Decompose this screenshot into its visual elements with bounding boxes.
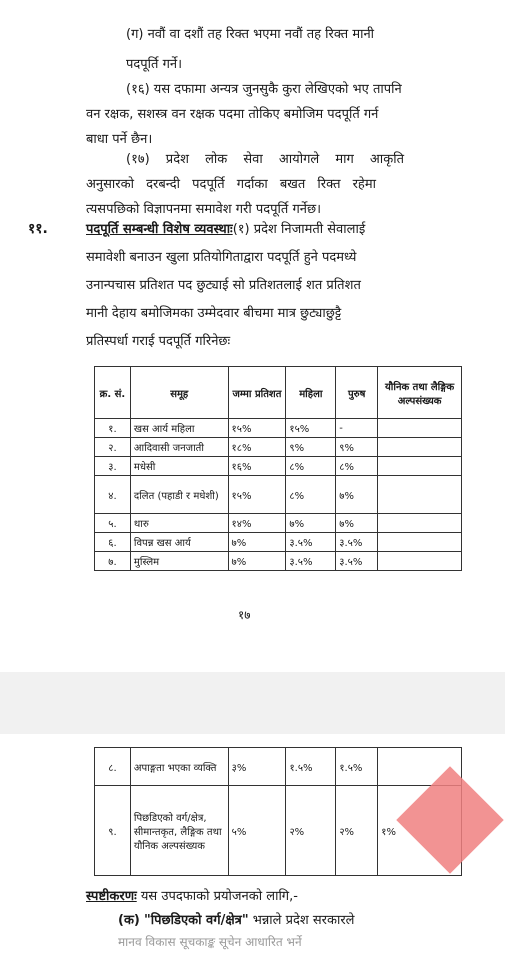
cell-sexual [378, 419, 462, 438]
cell-sn: ७. [95, 552, 131, 571]
explanation-ka-quote: "पिछडिएको वर्ग/क्षेत्र" [144, 913, 249, 928]
table-row [95, 419, 462, 438]
table-row [95, 476, 462, 514]
cell-sn: ४. [95, 476, 131, 514]
section-11-line-4: मानी देहाय बमोजिमका उम्मेदवार बीचमा मात्र छुट्याछुट्टै [86, 306, 342, 321]
header-female: महिला [286, 367, 336, 419]
cell-total: १५% [228, 476, 286, 514]
explanation-text: यस उपदफाको प्रयोजनको लागि,- [136, 889, 298, 904]
cut-off-line: मानव विकास सूचकाङ्क सूचेन आधारित भर्ने [118, 935, 302, 949]
section-11-line-2: समावेशी बनाउन खुला प्रतियोगिताद्वारा पदपूर्ति हुने पदमध्ये [86, 250, 357, 265]
cell-group: आदिवासी जनजाती [130, 438, 228, 457]
para-ga [126, 22, 442, 77]
cell-total: १४% [228, 514, 286, 533]
cell-female: १५% [286, 419, 336, 438]
cell-sn: ६. [95, 533, 131, 552]
header-group: समूह [130, 367, 228, 419]
cell-sn: २. [95, 438, 131, 457]
cell-female: ७% [286, 514, 336, 533]
explanation-ka [118, 908, 354, 933]
section-11-title: पदपूर्ति सम्बन्धी विशेष व्यवस्थाः [86, 222, 233, 237]
reservation-table [94, 366, 462, 571]
cell-sexual [378, 533, 462, 552]
cell-male: ७% [336, 476, 378, 514]
section-11-line-5: प्रतिस्पर्धा गराई पदपूर्ति गरिनेछः [86, 334, 231, 349]
cell-total: ७% [228, 552, 286, 571]
header-total: जम्मा प्रतिशत [228, 367, 286, 419]
cell-female: ८% [286, 476, 336, 514]
cell-group: थारु [130, 514, 228, 533]
header-sn: क्र. सं. [95, 367, 131, 419]
explanation-ka-number: (क) [118, 913, 140, 928]
header-sexual-minority: यौनिक तथा लैङ्गिक अल्पसंख्यक [378, 367, 462, 419]
cell-male: ९% [336, 438, 378, 457]
para-17-line-3: त्यसपछिको विज्ञापनमा समावेश गरी पदपूर्ति गर्नेछ। [86, 202, 322, 217]
para-ga-line-2: पदपूर्ति गर्ने। [126, 57, 183, 72]
cell-group: दलित (पहाडी र मधेशी) [130, 476, 228, 514]
cell-male: ७% [336, 514, 378, 533]
section-11-number: ११. [28, 221, 48, 237]
section-11 [86, 217, 456, 354]
cell-sexual [378, 514, 462, 533]
section-11-line-3: उनान्पचास प्रतिशत पद छुट्याई सो प्रतिशतलाई शत प्रतिशत [86, 278, 361, 293]
cell-total: ७% [228, 533, 286, 552]
cell-male: ३.५% [336, 552, 378, 571]
cell-total: १८% [228, 438, 286, 457]
cell-group: अपाङ्गता भएका व्यक्ति [130, 748, 228, 786]
cell-total: ३% [228, 748, 286, 786]
para-17-line-1: (१७) प्रदेश लोक सेवा आयोगले माग आकृति [126, 152, 404, 167]
cell-total: ५% [228, 786, 286, 876]
table-row [95, 457, 462, 476]
cell-sn: ५. [95, 514, 131, 533]
cell-group: मधेसी [130, 457, 228, 476]
cell-sn: ३. [95, 457, 131, 476]
header-male: पुरुष [336, 367, 378, 419]
cell-sexual: १% [378, 786, 462, 876]
cell-sn: १. [95, 419, 131, 438]
table-row [95, 533, 462, 552]
cell-sn: ८. [95, 748, 131, 786]
cell-female: ९% [286, 438, 336, 457]
explanation-label: स्पष्टीकरणः [86, 889, 137, 904]
cell-sexual [378, 438, 462, 457]
cell-female: २% [286, 786, 336, 876]
page-gap [0, 672, 505, 734]
cell-group: खस आर्य महिला [130, 419, 228, 438]
cell-female: १.५% [286, 748, 336, 786]
cell-total: १६% [228, 457, 286, 476]
para-16 [86, 77, 442, 152]
cell-male: ८% [336, 457, 378, 476]
para-ga-line-1: (ग) नवौं वा दशौं तह रिक्त भएमा नवौं तह रिक्त मानी [126, 27, 375, 42]
cell-male: ३.५% [336, 533, 378, 552]
para-17-line-2: अनुसारको दरबन्दी पदपूर्ति गर्दाका बखत रिक्त रहेमा [86, 177, 376, 192]
table-row [95, 552, 462, 571]
cell-sexual [378, 552, 462, 571]
cell-group: विपन्न खस आर्य [130, 533, 228, 552]
cell-male: १.५% [336, 748, 378, 786]
table-row [95, 748, 462, 786]
cell-total: १५% [228, 419, 286, 438]
page-number: १७ [238, 608, 251, 622]
cell-female: ३.५% [286, 552, 336, 571]
explanation-line [86, 884, 298, 909]
table-row [95, 438, 462, 457]
cell-group: मुस्लिम [130, 552, 228, 571]
table-row [95, 514, 462, 533]
cell-sn: ९. [95, 786, 131, 876]
cell-male: २% [336, 786, 378, 876]
cell-sexual [378, 476, 462, 514]
cell-sexual [378, 457, 462, 476]
cell-female: ८% [286, 457, 336, 476]
cell-female: ३.५% [286, 533, 336, 552]
cell-group: पिछडिएको वर्ग/क्षेत्र, सीमान्तकृत, लैङ्गिक तथा यौनिक अल्पसंख्यक [130, 786, 228, 876]
para-17 [86, 147, 442, 222]
cell-male: - [336, 419, 378, 438]
section-11-line-1: (१) प्रदेश निजामती सेवालाई [232, 222, 366, 237]
explanation-ka-text: भन्नाले प्रदेश सरकारले [248, 913, 355, 928]
para-16-line-1: (१६) यस दफामा अन्यत्र जुनसुकै कुरा लेखिएको भए तापनि [126, 82, 402, 97]
para-16-line-2: वन रक्षक, सशस्त्र वन रक्षक पदमा तोकिए बमोजिम पदपूर्ति गर्न [86, 107, 379, 122]
para-16-line-3: बाधा पर्ने छैन। [86, 132, 153, 147]
